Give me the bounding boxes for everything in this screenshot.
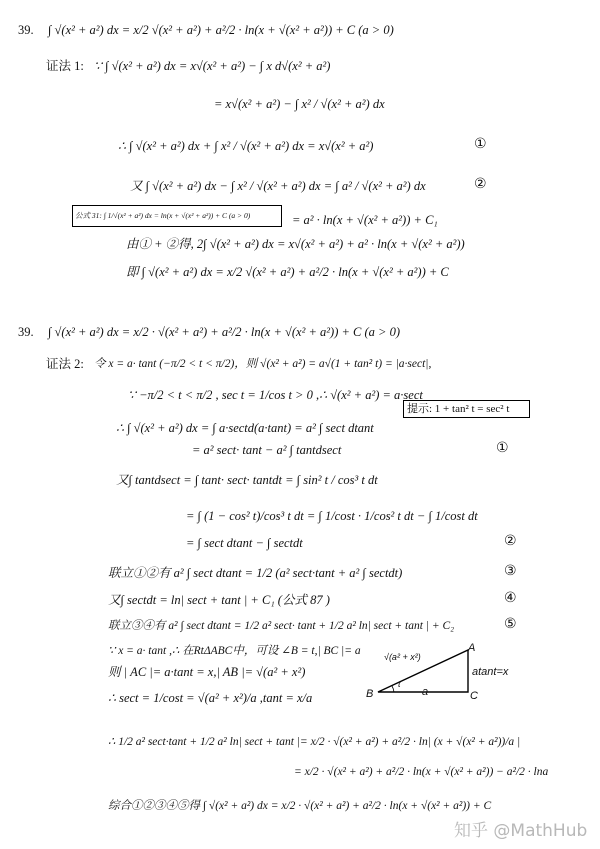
proof2-line-1: 令 x = a· tant (−π/2 < t < π/2)，则 √(x² + a²) = a√(1 + tan² t) = |a·sect|, (94, 358, 432, 370)
vertex-c-label: C (470, 690, 478, 702)
equation-mark-1: ① (474, 136, 487, 152)
proof2-line-8: 联立①②有 a² ∫ sect dtant = 1/2 (a² sect·tant + a² ∫ sectdt) (108, 566, 403, 580)
hint-text: 提示: 1 + tan² t = sec² t (407, 403, 510, 415)
problem-formula-1: ∫ √(x² + a²) dx = x/2 √(x² + a²) + a²/2 · ln(x + √(x² + a²)) + C (a > 0) (48, 23, 394, 37)
equation-mark-1b: ① (496, 440, 509, 456)
vertex-a-label: A (468, 642, 476, 654)
proof1-line-5: = a² · ln(x + √(x² + a²)) + C₁ (292, 213, 438, 227)
proof2-line-6: = ∫ (1 − cos² t)/cos³ t dt = ∫ 1/cost · 1/cos² t dt − ∫ 1/cost dt (186, 509, 478, 523)
equation-mark-4: ④ (504, 590, 517, 606)
vertex-b-label: B (366, 688, 374, 700)
proof2-line-7: = ∫ sect dtant − ∫ sectdt (186, 536, 303, 550)
method-label-1: 证法 1: (46, 59, 84, 73)
proof2-line-11: ∵ x = a· tant ,∴ 在RtΔABC中，可设 ∠B = t,| BC |= a (108, 645, 361, 657)
side-ac-label: atant=x (472, 666, 509, 678)
proof1-line-6: 由① + ②得, 2∫ √(x² + a²) dx = x√(x² + a²) + a² · ln(x + √(x² + a²)) (126, 237, 465, 251)
triangle-diagram (364, 642, 524, 702)
proof2-line-12: 则 | AC |= a·tant = x,| AB |= √(a² + x²) (108, 665, 306, 679)
proof2-line-14: ∴ 1/2 a² sect·tant + 1/2 a² ln| sect + tant |= x/2 · √(x² + a²) + a²/2 · ln| (x + √(x² + a²))/a | (108, 736, 521, 748)
angle-arc (392, 686, 394, 692)
proof1-line-3: ∴ ∫ √(x² + a²) dx + ∫ x² / √(x² + a²) dx = x√(x² + a²) (118, 139, 374, 153)
proof1-line-7: 即 ∫ √(x² + a²) dx = x/2 √(x² + a²) + a²/2 · ln(x + √(x² + a²)) + C (126, 265, 449, 279)
proof2-line-16: 综合①②③④⑤得 ∫ √(x² + a²) dx = x/2 · √(x² + a²) + a²/2 · ln(x + √(x² + a²)) + C (108, 800, 492, 812)
proof2-line-3: ∴ ∫ √(x² + a²) dx = ∫ a·sectd(a·tant) = a² ∫ sect dtant (116, 421, 374, 435)
angle-label: t (398, 679, 401, 689)
proof1-line-4: 又 ∫ √(x² + a²) dx − ∫ x² / √(x² + a²) dx = ∫ a² / √(x² + a²) dx (130, 179, 426, 193)
proof2-line-13: ∴ sect = 1/cost = √(a² + x²)/a ,tant = x/a (108, 691, 313, 705)
proof1-line-2: = x√(x² + a²) − ∫ x² / √(x² + a²) dx (214, 97, 385, 111)
proof2-line-15: = x/2 · √(x² + a²) + a²/2 · ln(x + √(x² + a²)) − a²/2 · lna (294, 766, 549, 778)
method-label-2: 证法 2: (46, 357, 84, 371)
proof2-line-10: 联立③④有 a² ∫ sect dtant = 1/2 a² sect· tant + 1/2 a² ln| sect + tant | + C₂ (108, 620, 455, 632)
problem-number-2: 39. (18, 325, 34, 339)
problem-number-1: 39. (18, 23, 34, 37)
proof2-line-4: = a² sect· tant − a² ∫ tantdsect (192, 443, 342, 457)
equation-mark-3: ③ (504, 563, 517, 579)
formula-reference-box (72, 205, 282, 227)
proof2-line-2: ∵ −π/2 < t < π/2 , sec t = 1/cos t > 0 ,∴ √(x² + a²) = a·sect (128, 388, 423, 402)
proof2-line-5: 又∫ tantdsect = ∫ tant· sect· tantdt = ∫ sin² t / cos³ t dt (116, 473, 378, 487)
equation-mark-5: ⑤ (504, 616, 517, 632)
base-label: a (422, 686, 429, 698)
hypotenuse-label: √(a² + x²) (384, 652, 421, 662)
equation-mark-2b: ② (504, 533, 517, 549)
hint-box (403, 400, 530, 418)
watermark: 知乎 @MathHub (454, 821, 588, 841)
formula-reference-text: 公式 31: ∫ 1/√(x² + a²) dx = ln(x + √(x² + a²)) + C (a > 0) (75, 211, 251, 220)
proof1-line-1: ∵ ∫ √(x² + a²) dx = x√(x² + a²) − ∫ x d√(x² + a²) (94, 59, 331, 73)
proof2-line-9: 又∫ sectdt = ln| sect + tant | + C₁ (公式 87 ) (108, 593, 330, 607)
equation-mark-2: ② (474, 176, 487, 192)
problem-formula-2: ∫ √(x² + a²) dx = x/2 · √(x² + a²) + a²/2 · ln(x + √(x² + a²)) + C (a > 0) (48, 325, 401, 339)
